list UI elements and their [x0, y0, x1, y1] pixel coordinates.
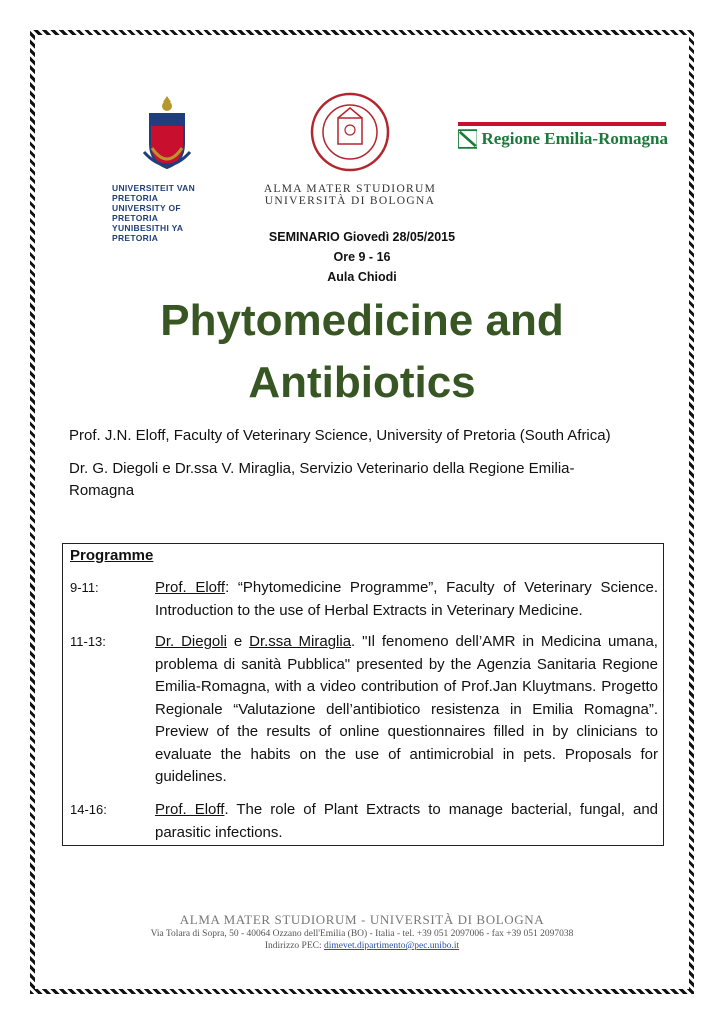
programme-box [62, 543, 664, 846]
programme-separator: e [226, 633, 250, 650]
emilia-emblem-icon [458, 129, 477, 149]
speaker-diegoli-miraglia: Dr. G. Diegoli e Dr.ssa V. Miraglia, Servizio Veterinario della Regione Emilia-Romagna [69, 460, 575, 499]
emilia-romagna-logo [458, 122, 668, 149]
speaker-eloff: Prof. J.N. Eloff, Faculty of Veterinary Science, University of Pretoria (South Africa) [69, 427, 611, 444]
page-title-line-2: Antibiotics [248, 358, 476, 407]
footer-institution: ALMA MATER STUDIORUM - UNIVERSITÀ DI BOLOGNA [179, 912, 545, 927]
programme-time: 9-11: [70, 580, 99, 595]
programme-time: 14-16: [70, 802, 107, 817]
pretoria-line-1: UNIVERSITEIT VAN PRETORIA [112, 183, 196, 203]
bologna-logo [262, 92, 438, 207]
pretoria-crest-icon [112, 92, 222, 174]
programme-description: . The role of Plant Extracts to manage bacterial, fungal, and parasitic infections. [155, 801, 658, 841]
programme-speaker: Dr. Diegoli [155, 633, 227, 650]
emilia-red-bar [458, 122, 666, 126]
programme-description: : “Phytomedicine Programme”, Faculty of Veterinary Science. Introduction to the use of Herbal Extracts in Veterinary Medicine. [155, 579, 658, 619]
pretoria-line-2: UNIVERSITY OF PRETORIA [112, 203, 181, 223]
bologna-seal-icon [308, 92, 392, 172]
programme-speaker-2: Dr.ssa Miraglia [249, 633, 352, 650]
pretoria-logo [112, 92, 222, 243]
emilia-romagna-text: Regione Emilia-Romagna [481, 129, 668, 148]
footer-pec-email[interactable]: dimevet.dipartimento@pec.unibo.it [323, 941, 460, 951]
seminar-date: SEMINARIO Giovedì 28/05/2015 [268, 230, 456, 244]
pretoria-line-3: YUNIBESITHI YA PRETORIA [112, 223, 183, 243]
programme-time: 11-13: [70, 634, 106, 649]
bologna-line-1: ALMA MATER STUDIORUM [263, 183, 437, 195]
footer-address: Via Tolara di Sopra, 50 - 40064 Ozzano dell'Emilia (BO) - Italia - tel. +39 051 2097006 - fax +39 051 2097038 [150, 929, 574, 939]
seminar-room: Aula Chiodi [327, 270, 397, 284]
footer-pec-label: Indirizzo PEC: [264, 941, 324, 951]
programme-speaker: Prof. Eloff [155, 579, 226, 596]
seminar-time: Ore 9 - 16 [333, 250, 391, 264]
programme-heading: Programme [70, 547, 154, 564]
bologna-line-2: UNIVERSITÀ DI BOLOGNA [264, 195, 436, 207]
page-title-line-1: Phytomedicine and [160, 296, 564, 345]
programme-speaker: Prof. Eloff [155, 801, 225, 818]
footer-pec [0, 941, 724, 951]
programme-description: . "Il fenomeno dell’AMR in Medicina umana, problema di sanità Pubblica" presented by the Agenzia Sanitaria Regione Emilia-Romagna, with a video contribution of Prof.Jan Kluytmans. Progetto Regionale “Valutazione dell’antibiotico resistenza in Emilia Romagna”. Preview of the results of online questionnaires filled in by clinicians to evaluate the habits on the use of antimicrobial in pets. Proposals for guidelines. [155, 633, 658, 785]
